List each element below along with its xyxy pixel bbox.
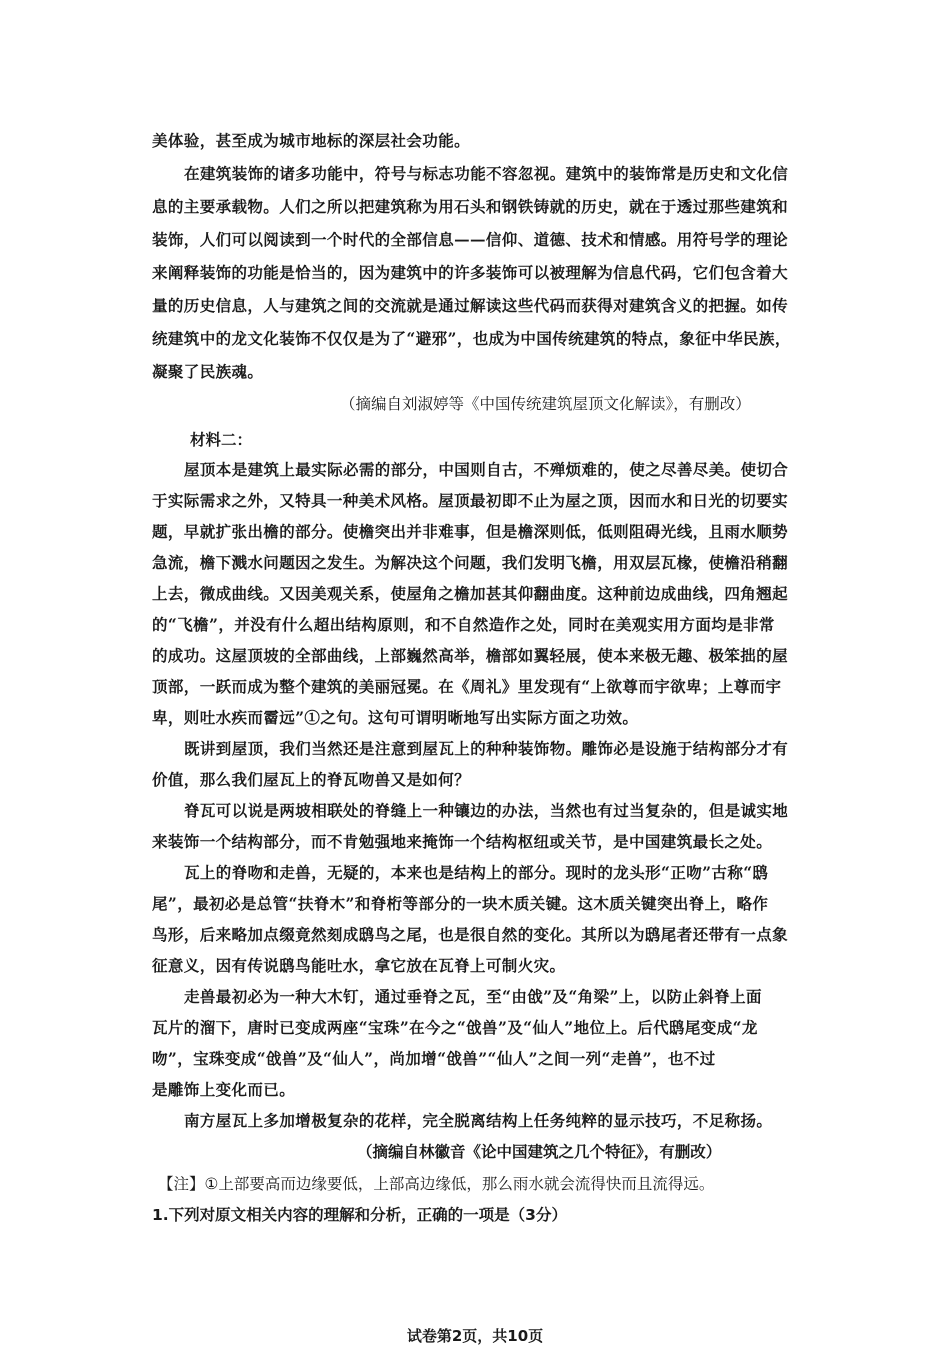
m2-line-2: 题，早就扩张出檐的部分。使檐突出并非难事，但是檐深则低，低则阻碍光线，且雨水顺势: [152, 522, 789, 541]
m2-line-7: 顶部，一跃而成为整个建筑的美丽冠冕。在《周礼》里发现有“上欲尊而宇欲卑；上尊而宇: [152, 677, 782, 696]
m2-line-17: 走兽最初必为一种大木钉，通过垂脊之瓦，至“由戗”及“角梁”上，以防止斜脊上面: [184, 987, 762, 1006]
m2-line-18: 瓦片的溜下，唐时已变成两座“宝珠”在今之“戗兽”及“仙人”地位上。后代鸱尾变成“龙: [152, 1018, 758, 1037]
m2-line-16: 征意义，因有传说鸱鸟能吐水，拿它放在瓦脊上可制火灾。: [152, 956, 566, 975]
m1-line-7: 凝聚了民族魂。: [152, 362, 264, 381]
m1-line-1: 在建筑装饰的诸多功能中，符号与标志功能不容忽视。建筑中的装饰常是历史和文化信: [184, 164, 789, 183]
page-footer: 试卷第2页，共10页: [406, 1327, 544, 1345]
m1-line-2: 息的主要承载物。人们之所以把建筑称为用石头和钢铁铸就的历史，就在于透过那些建筑和: [152, 197, 789, 216]
m2-line-15: 鸟形，后来略加点缀竟然刻成鸱鸟之尾，也是很自然的变化。其所以为鸱尾者还带有一点象: [152, 925, 789, 944]
question-1: 1.下列对原文相关内容的理解和分析，正确的一项是（3分）: [152, 1206, 567, 1224]
m1-line-4: 来阐释装饰的功能是恰当的，因为建筑中的许多装饰可以被理解为信息代码，它们包含着大: [152, 263, 789, 282]
m2-line-20: 是雕饰上变化而已。: [152, 1080, 296, 1099]
m2-line-5: 的“飞檐”，并没有什么超出结构原则，和不自然造作之处，同时在美观实用方面均是非常: [152, 615, 775, 634]
m1-line-0: 美体验，甚至成为城市地标的深层社会功能。: [152, 131, 471, 150]
m2-line-10: 价值，那么我们屋瓦上的脊瓦吻兽又是如何？: [152, 770, 471, 789]
m2-line-11: 脊瓦可以说是两坡相联处的脊缝上一种镶边的办法，当然也有过当复杂的，但是诚实地: [184, 801, 789, 820]
m2-line-6: 的成功。这屋顶坡的全部曲线，上部巍然高举，檐部如翼轻展，使本来极无趣、极笨拙的屋: [152, 646, 789, 665]
m2-heading: 材料二：: [190, 431, 253, 449]
m2-line-0: 屋顶本是建筑上最实际必需的部分，中国则自古，不殚烦难的，使之尽善尽美。使切合: [184, 460, 789, 479]
m1-line-5: 量的历史信息，人与建筑之间的交流就是通过解读这些代码而获得对建筑含义的把握。如传: [152, 296, 789, 315]
m2-line-14: 尾”，最初必是总管“扶脊木”和脊桁等部分的一块木质关键。这木质关键突出脊上，略作: [152, 894, 769, 913]
m2-line-19: 吻”，宝珠变成“戗兽”及“仙人”，尚加增“戗兽”“仙人”之间一列“走兽”，也不过: [152, 1049, 716, 1068]
m2-line-9: 既讲到屋顶，我们当然还是注意到屋瓦上的种种装饰物。雕饰必是设施于结构部分才有: [184, 739, 789, 758]
m2-line-1: 于实际需求之外，又特具一种美术风格。屋顶最初即不止为屋之顶，因而水和日光的切要实: [152, 491, 789, 510]
m1-line-3: 装饰，人们可以阅读到一个时代的全部信息——信仰、道德、技术和情感。用符号学的理论: [152, 230, 789, 249]
m2-line-3: 急流，檐下溅水问题因之发生。为解决这个问题，我们发明飞檐，用双层瓦椽，使檐沿稍翻: [152, 553, 789, 572]
m2-source: （摘编自林徽音《论中国建筑之几个特征》，有删改）: [357, 1143, 722, 1161]
m2-line-12: 来装饰一个结构部分，而不肯勉强地来掩饰一个结构枢纽或关节，是中国建筑最长之处。: [152, 832, 773, 851]
m2-line-21: 南方屋瓦上多加增极复杂的花样，完全脱离结构上任务纯粹的显示技巧，不足称扬。: [184, 1111, 773, 1130]
m1-source: （摘编自刘淑婷等《中国传统建筑屋顶文化解读》，有删改）: [340, 395, 751, 413]
m2-line-13: 瓦上的脊吻和走兽，无疑的，本来也是结构上的部分。现时的龙头形“正吻”古称“鸱: [184, 863, 769, 882]
m2-line-8: 卑，则吐水疾而霤远”①之句。这句可谓明晰地写出实际方面之功效。: [152, 708, 639, 727]
footnote: 【注】①上部要高而边缘要低，上部高边缘低，那么雨水就会流得快而且流得远。: [158, 1175, 715, 1193]
m1-line-6: 统建筑中的龙文化装饰不仅仅是为了“避邪”，也成为中国传统建筑的特点，象征中华民族，: [152, 329, 791, 348]
m2-line-4: 上去，微成曲线。又因美观关系，使屋角之檐加甚其仰翻曲度。这种前边成曲线，四角翘起: [152, 584, 789, 603]
